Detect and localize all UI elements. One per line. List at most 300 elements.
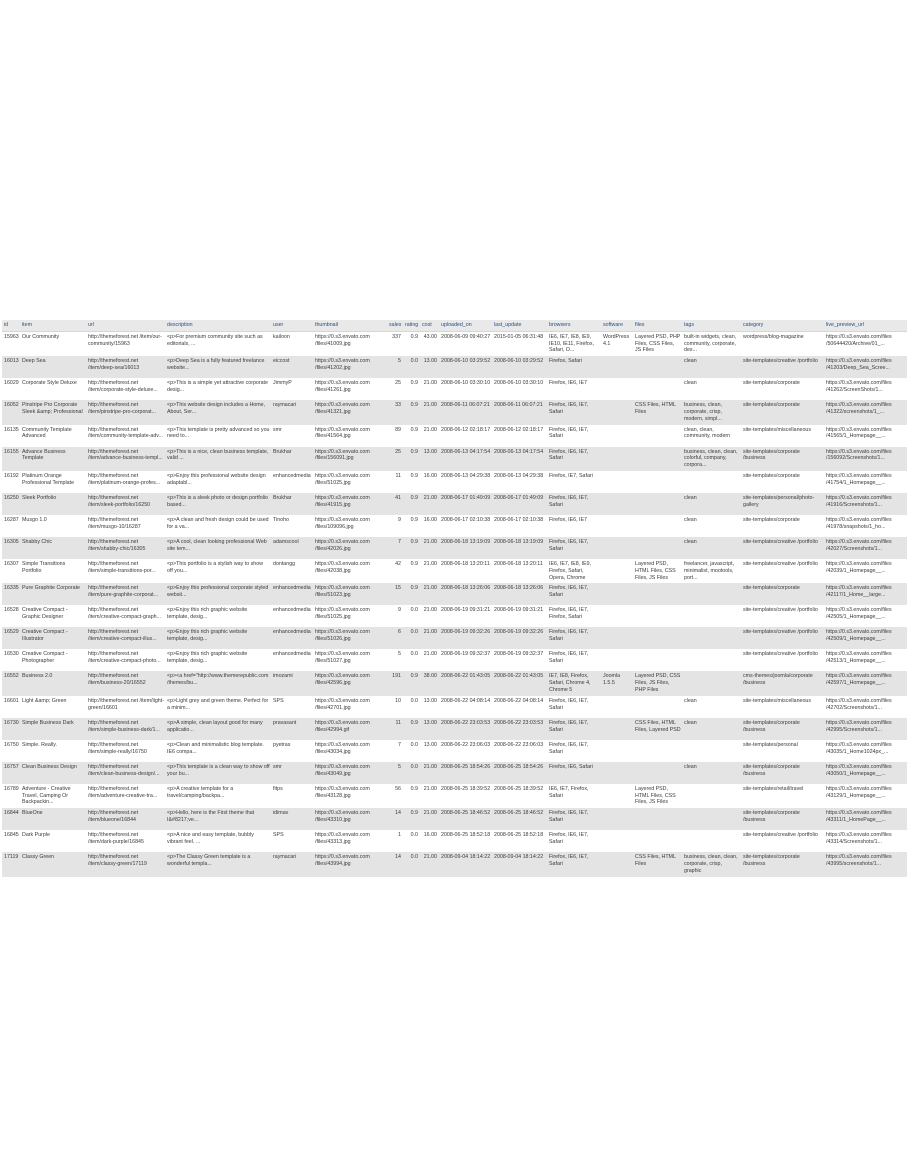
column-header-files[interactable]: files bbox=[633, 320, 682, 331]
cell-category: site-templates/corporate /business bbox=[741, 808, 824, 830]
cell-files bbox=[633, 493, 682, 515]
cell-sales: 89 bbox=[387, 425, 403, 447]
cell-uploaded-on: 2008-06-17 01:49:09 bbox=[439, 493, 492, 515]
cell-url: http://themeforest.net /item/our-community/15963 bbox=[86, 331, 165, 356]
cell-rating: 0.9 bbox=[403, 515, 420, 537]
cell-category: site-templates/personal/photo-gallery bbox=[741, 493, 824, 515]
cell-files bbox=[633, 356, 682, 378]
table-row[interactable] bbox=[2, 447, 907, 471]
cell-url: http://themeforest.net /item/deep-sea/16013 bbox=[86, 356, 165, 378]
cell-live-preview-url: https://0.s3.envato.com/files /42039/1_Homepage__... bbox=[824, 559, 907, 583]
cell-live-preview-url: https://0.s3.envato.com/files /43311/1_HomePage__... bbox=[824, 808, 907, 830]
cell-tags: clean bbox=[682, 537, 741, 559]
cell-user: Brukhar bbox=[271, 447, 313, 471]
cell-item: Sleek Portfolio bbox=[20, 493, 86, 515]
cell-thumbnail: https://0.s3.envato.com /files/41564.jpg bbox=[313, 425, 387, 447]
cell-files: Layered PSD, HTML Files, CSS Files, JS Files bbox=[633, 559, 682, 583]
cell-sales: 11 bbox=[387, 718, 403, 740]
cell-thumbnail: https://0.s3.envato.com /files/42596.jpg bbox=[313, 671, 387, 695]
cell-thumbnail: https://0.s3.envato.com /files/41321.jpg bbox=[313, 400, 387, 424]
table-row[interactable] bbox=[2, 356, 907, 378]
cell-item: Deep Sea bbox=[20, 356, 86, 378]
cell-cost: 21.00 bbox=[420, 583, 439, 605]
cell-tags: clean bbox=[682, 718, 741, 740]
cell-rating: 0.9 bbox=[403, 583, 420, 605]
cell-description: <p>This template is pretty advanced so you need to... bbox=[165, 425, 271, 447]
cell-uploaded-on: 2008-06-10 03:30:10 bbox=[439, 378, 492, 400]
cell-tags bbox=[682, 740, 741, 762]
cell-description: <p>Enjoy this rich graphic website template, desig... bbox=[165, 649, 271, 671]
table-row[interactable] bbox=[2, 400, 907, 424]
cell-thumbnail: https://0.s3.envato.com /files/41261.jpg bbox=[313, 378, 387, 400]
cell-category: site-templates/corporate bbox=[741, 515, 824, 537]
cell-description: <p>A simple, clean layout good for many applicatio... bbox=[165, 718, 271, 740]
cell-category: site-templates/corporate bbox=[741, 378, 824, 400]
cell-url: http://themeforest.net /item/sleek-portfolio/16250 bbox=[86, 493, 165, 515]
cell-url: http://themeforest.net /item/dark-purple/16845 bbox=[86, 830, 165, 852]
cell-tags: clean bbox=[682, 696, 741, 718]
cell-sales: 6 bbox=[387, 627, 403, 649]
cell-id: 16530 bbox=[2, 649, 20, 671]
cell-browsers: Firefox, IE6, IE7, Safari bbox=[547, 696, 601, 718]
cell-description: <p>This is a sleek photo or design portfolio based... bbox=[165, 493, 271, 515]
cell-description: <p>This is a simple yet attractive corporate desig... bbox=[165, 378, 271, 400]
cell-rating: 0.9 bbox=[403, 493, 420, 515]
cell-last-update: 2008-06-10 03:29:52 bbox=[492, 356, 547, 378]
cell-item: Corporate Style Deluxe bbox=[20, 378, 86, 400]
column-header-tags[interactable]: tags bbox=[682, 320, 741, 331]
cell-last-update: 2008-06-22 04:08:14 bbox=[492, 696, 547, 718]
table-row[interactable] bbox=[2, 762, 907, 784]
cell-last-update: 2008-06-13 04:29:38 bbox=[492, 471, 547, 493]
cell-uploaded-on: 2008-06-13 04:17:54 bbox=[439, 447, 492, 471]
cell-id: 16730 bbox=[2, 718, 20, 740]
cell-software bbox=[601, 583, 633, 605]
cell-files bbox=[633, 378, 682, 400]
cell-user: eiccost bbox=[271, 356, 313, 378]
cell-user: raymacari bbox=[271, 400, 313, 424]
cell-software bbox=[601, 852, 633, 876]
cell-id: 16845 bbox=[2, 830, 20, 852]
cell-tags: freelancer, javascript, minimalist, mootools, port... bbox=[682, 559, 741, 583]
cell-browsers: Firefox, IE6, IE7, Safari bbox=[547, 537, 601, 559]
cell-id: 16757 bbox=[2, 762, 20, 784]
cell-thumbnail: https://0.s3.envato.com /files/43049.jpg bbox=[313, 762, 387, 784]
cell-uploaded-on: 2008-06-25 18:54:26 bbox=[439, 762, 492, 784]
cell-software bbox=[601, 784, 633, 808]
cell-description: <p>The Classy Green template is a wonderful templa... bbox=[165, 852, 271, 876]
cell-software bbox=[601, 740, 633, 762]
cell-last-update: 2008-06-17 01:49:09 bbox=[492, 493, 547, 515]
cell-url: http://themeforest.net /item/community-template-adv... bbox=[86, 425, 165, 447]
cell-software bbox=[601, 830, 633, 852]
cell-cost: 21.00 bbox=[420, 537, 439, 559]
cell-user: fitps bbox=[271, 784, 313, 808]
cell-user: idimav bbox=[271, 808, 313, 830]
cell-description: <p>A clean and fresh design could be used for a va... bbox=[165, 515, 271, 537]
cell-live-preview-url: https://0.s3.envato.com/files /43129/1_Homepage__... bbox=[824, 784, 907, 808]
cell-id: 16601 bbox=[2, 696, 20, 718]
cell-url: http://themeforest.net /item/platinum-orange-profes... bbox=[86, 471, 165, 493]
cell-description: <p><a href="http://www.themerepublic.com /themes/bu... bbox=[165, 671, 271, 695]
cell-last-update: 2008-06-19 09:32:37 bbox=[492, 649, 547, 671]
cell-uploaded-on: 2008-06-25 18:52:18 bbox=[439, 830, 492, 852]
cell-last-update: 2008-06-19 09:32:26 bbox=[492, 627, 547, 649]
cell-live-preview-url: https://0.s3.envato.com/files /42995/Screenshots/1... bbox=[824, 718, 907, 740]
cell-cost: 13.00 bbox=[420, 696, 439, 718]
cell-description: <p>Enjoy this professional corporate styled websit... bbox=[165, 583, 271, 605]
cell-item: Musgo 1.0 bbox=[20, 515, 86, 537]
cell-browsers: Firefox, IE6, IE7, Safari bbox=[547, 447, 601, 471]
table-row[interactable] bbox=[2, 718, 907, 740]
table-row[interactable] bbox=[2, 537, 907, 559]
cell-tags bbox=[682, 627, 741, 649]
cell-description: <p>Light grey and green theme. Perfect for a minim... bbox=[165, 696, 271, 718]
cell-description: <p>Hello, here is the First theme that I&#8217;ve... bbox=[165, 808, 271, 830]
cell-cost: 38.00 bbox=[420, 671, 439, 695]
cell-files bbox=[633, 830, 682, 852]
table-row[interactable] bbox=[2, 605, 907, 627]
cell-sales: 7 bbox=[387, 740, 403, 762]
cell-software bbox=[601, 627, 633, 649]
cell-uploaded-on: 2008-06-22 23:06:03 bbox=[439, 740, 492, 762]
column-header-id[interactable]: id bbox=[2, 320, 20, 331]
cell-url: http://themeforest.net /item/pure-graphite-corporat... bbox=[86, 583, 165, 605]
cell-files bbox=[633, 425, 682, 447]
cell-last-update: 2008-06-13 04:17:54 bbox=[492, 447, 547, 471]
cell-tags: clean bbox=[682, 515, 741, 537]
cell-sales: 56 bbox=[387, 784, 403, 808]
cell-description: <p>Enjoy this rich graphic website template, desig... bbox=[165, 627, 271, 649]
cell-files bbox=[633, 740, 682, 762]
cell-user: pravasant bbox=[271, 718, 313, 740]
cell-url: http://themeforest.net /item/simple-transitions-por... bbox=[86, 559, 165, 583]
table-header-row bbox=[2, 320, 907, 331]
cell-uploaded-on: 2008-06-19 09:31:21 bbox=[439, 605, 492, 627]
cell-live-preview-url: https://0.s3.envato.com/files /43035/1_Home1024px_... bbox=[824, 740, 907, 762]
cell-description: <p>This portfolio is a stylish way to show off you... bbox=[165, 559, 271, 583]
cell-software bbox=[601, 559, 633, 583]
column-header-sales[interactable]: sales bbox=[387, 320, 403, 331]
table-row[interactable] bbox=[2, 808, 907, 830]
cell-item: Platinum Orange Professional Template bbox=[20, 471, 86, 493]
cell-cost: 16.00 bbox=[420, 830, 439, 852]
cell-rating: 0.9 bbox=[403, 331, 420, 356]
table-row[interactable] bbox=[2, 559, 907, 583]
cell-files bbox=[633, 808, 682, 830]
cell-description: <p>This website design includes a Home, About, Ser... bbox=[165, 400, 271, 424]
cell-thumbnail: https://0.s3.envato.com /files/43310.jpg bbox=[313, 808, 387, 830]
cell-software bbox=[601, 718, 633, 740]
cell-software bbox=[601, 493, 633, 515]
cell-software bbox=[601, 808, 633, 830]
cell-description: <p>A nice and easy template, bubbly vibrant feel. ... bbox=[165, 830, 271, 852]
column-header-description[interactable]: description bbox=[165, 320, 271, 331]
cell-tags: clean bbox=[682, 356, 741, 378]
cell-item: Classy Green bbox=[20, 852, 86, 876]
cell-last-update: 2008-06-18 13:26:06 bbox=[492, 583, 547, 605]
cell-tags bbox=[682, 808, 741, 830]
cell-category: site-templates/corporate bbox=[741, 471, 824, 493]
cell-software bbox=[601, 471, 633, 493]
cell-user: enhancedmedia bbox=[271, 649, 313, 671]
cell-last-update: 2008-06-19 09:31:21 bbox=[492, 605, 547, 627]
cell-user: JimmyP bbox=[271, 378, 313, 400]
cell-uploaded-on: 2008-06-22 23:03:53 bbox=[439, 718, 492, 740]
cell-live-preview-url: https://0.s3.envato.com/files /42513/1_Homepage__... bbox=[824, 649, 907, 671]
table-row[interactable] bbox=[2, 378, 907, 400]
column-header-uploaded-on[interactable]: uploaded_on bbox=[439, 320, 492, 331]
cell-live-preview-url: https://0.s3.envato.com/files /42597/1_Homepage__... bbox=[824, 671, 907, 695]
cell-browsers: Firefox, IE6, IE7, Safari bbox=[547, 808, 601, 830]
cell-item: Light &amp; Green bbox=[20, 696, 86, 718]
cell-rating: 0.9 bbox=[403, 400, 420, 424]
cell-uploaded-on: 2008-06-19 09:32:26 bbox=[439, 627, 492, 649]
cell-rating: 0.0 bbox=[403, 762, 420, 784]
table-row[interactable] bbox=[2, 515, 907, 537]
column-header-browsers[interactable]: browsers bbox=[547, 320, 601, 331]
cell-item: Simple. Really. bbox=[20, 740, 86, 762]
cell-browsers: Firefox, Safari bbox=[547, 356, 601, 378]
cell-browsers: IE7, IE8, Firefox, Safari, Chrome 4, Chrome 5 bbox=[547, 671, 601, 695]
cell-url: http://themeforest.net /item/simple-business-dark/1... bbox=[86, 718, 165, 740]
cell-sales: 1 bbox=[387, 830, 403, 852]
cell-sales: 33 bbox=[387, 400, 403, 424]
cell-url: http://themeforest.net /item/pinstripe-pro-corporat... bbox=[86, 400, 165, 424]
cell-cost: 13.00 bbox=[420, 740, 439, 762]
data-table bbox=[2, 320, 907, 877]
cell-live-preview-url: https://0.s3.envato.com/files /43314/Screenshots/1... bbox=[824, 830, 907, 852]
cell-live-preview-url: https://0.s3.envato.com/files /43050/1_Homepage__... bbox=[824, 762, 907, 784]
cell-rating: 0.0 bbox=[403, 627, 420, 649]
cell-user: SPS bbox=[271, 696, 313, 718]
cell-category: site-templates/corporate /business bbox=[741, 447, 824, 471]
table-body bbox=[2, 331, 907, 876]
cell-id: 16250 bbox=[2, 493, 20, 515]
cell-category: site-templates/creative /portfolio bbox=[741, 537, 824, 559]
cell-category: site-templates/retail/travel bbox=[741, 784, 824, 808]
cell-cost: 21.00 bbox=[420, 400, 439, 424]
cell-browsers: Firefox, IE6, IE7, Safari bbox=[547, 493, 601, 515]
cell-uploaded-on: 2008-06-25 18:46:52 bbox=[439, 808, 492, 830]
cell-cost: 21.00 bbox=[420, 649, 439, 671]
cell-software bbox=[601, 356, 633, 378]
cell-browsers: IE6, IE7, Firefox, Safari bbox=[547, 784, 601, 808]
cell-sales: 9 bbox=[387, 605, 403, 627]
cell-description: <p>A creative template for a travel/camping/backpa... bbox=[165, 784, 271, 808]
cell-live-preview-url: https://0.s3.envato.com/files /41262/ScreenShots/1... bbox=[824, 378, 907, 400]
cell-thumbnail: https://0.s3.envato.com /files/51025.jpg bbox=[313, 605, 387, 627]
cell-last-update: 2008-06-12 02:18:17 bbox=[492, 425, 547, 447]
cell-uploaded-on: 2008-06-19 09:32:37 bbox=[439, 649, 492, 671]
cell-tags: clean, clean, community, modern bbox=[682, 425, 741, 447]
cell-tags bbox=[682, 671, 741, 695]
cell-item: Adventure - Creative Travel, Camping Or Backpackin... bbox=[20, 784, 86, 808]
cell-browsers: Firefox, IE6, IE7, Safari bbox=[547, 425, 601, 447]
table-row[interactable] bbox=[2, 671, 907, 695]
cell-item: Our Community bbox=[20, 331, 86, 356]
cell-url: http://themeforest.net /item/musgo-10/16287 bbox=[86, 515, 165, 537]
cell-id: 16029 bbox=[2, 378, 20, 400]
cell-software bbox=[601, 537, 633, 559]
cell-sales: 25 bbox=[387, 447, 403, 471]
cell-uploaded-on: 2008-06-11 06:07:21 bbox=[439, 400, 492, 424]
cell-user: pyetras bbox=[271, 740, 313, 762]
cell-item: Clean Business Design bbox=[20, 762, 86, 784]
cell-description: <p>For premium community site such as editorials, ... bbox=[165, 331, 271, 356]
cell-live-preview-url: https://0.s3.envato.com/files /41754/1_Homepage__... bbox=[824, 471, 907, 493]
table-row[interactable] bbox=[2, 583, 907, 605]
table-row[interactable] bbox=[2, 784, 907, 808]
table-row[interactable] bbox=[2, 471, 907, 493]
cell-live-preview-url: https://0.s3.envato.com/files /41978/snapshots/1_ho... bbox=[824, 515, 907, 537]
cell-url: http://themeforest.net /item/light-green/16601 bbox=[86, 696, 165, 718]
cell-thumbnail: https://0.s3.envato.com /files/51025.jpg bbox=[313, 471, 387, 493]
cell-sales: 15 bbox=[387, 583, 403, 605]
column-header-cost[interactable]: cost bbox=[420, 320, 439, 331]
cell-live-preview-url: https://0.s3.envato.com/files /41322/screenshots/1_... bbox=[824, 400, 907, 424]
cell-tags: clean bbox=[682, 378, 741, 400]
cell-last-update: 2008-06-11 06:07:21 bbox=[492, 400, 547, 424]
cell-tags bbox=[682, 830, 741, 852]
cell-software bbox=[601, 425, 633, 447]
table-row[interactable] bbox=[2, 696, 907, 718]
cell-id: 16529 bbox=[2, 627, 20, 649]
cell-thumbnail: https://0.s3.envato.com /files/42038.jpg bbox=[313, 559, 387, 583]
cell-item: Creative Compact - Illustrator bbox=[20, 627, 86, 649]
column-header-live-preview-url[interactable]: live_preview_url bbox=[824, 320, 907, 331]
cell-live-preview-url: https://0.s3.envato.com/files /42027/Screenshots/1... bbox=[824, 537, 907, 559]
cell-sales: 41 bbox=[387, 493, 403, 515]
cell-rating: 0.0 bbox=[403, 356, 420, 378]
cell-software bbox=[601, 762, 633, 784]
cell-user: smr bbox=[271, 425, 313, 447]
cell-sales: 10 bbox=[387, 696, 403, 718]
cell-sales: 9 bbox=[387, 515, 403, 537]
cell-user: raymacari bbox=[271, 852, 313, 876]
column-header-category[interactable]: category bbox=[741, 320, 824, 331]
column-header-item[interactable]: item bbox=[20, 320, 86, 331]
table-row[interactable] bbox=[2, 425, 907, 447]
cell-live-preview-url: https://0.s3.envato.com/files /42505/1_Homepage__... bbox=[824, 605, 907, 627]
column-header-url[interactable]: url bbox=[86, 320, 165, 331]
cell-files: Layered PSD, HTML Files, CSS Files, JS Files bbox=[633, 784, 682, 808]
cell-thumbnail: https://0.s3.envato.com /files/41202.jpg bbox=[313, 356, 387, 378]
cell-category: cms-themes/joomla/corporate /business bbox=[741, 671, 824, 695]
cell-item: Community Template Advanced bbox=[20, 425, 86, 447]
table-row[interactable] bbox=[2, 740, 907, 762]
cell-user: enhancedmedia bbox=[271, 471, 313, 493]
cell-thumbnail: https://0.s3.envato.com /files/156091.jpg bbox=[313, 447, 387, 471]
cell-uploaded-on: 2008-06-17 02:10:38 bbox=[439, 515, 492, 537]
column-header-software[interactable]: software bbox=[601, 320, 633, 331]
cell-last-update: 2015-01-05 06:31:48 bbox=[492, 331, 547, 356]
cell-sales: 11 bbox=[387, 471, 403, 493]
column-header-last-update[interactable]: last_update bbox=[492, 320, 547, 331]
cell-last-update: 2008-06-18 13:19:09 bbox=[492, 537, 547, 559]
cell-rating: 0.9 bbox=[403, 784, 420, 808]
cell-id: 16789 bbox=[2, 784, 20, 808]
cell-category: site-templates/creative /portfolio bbox=[741, 356, 824, 378]
cell-user: enhancedmedia bbox=[271, 605, 313, 627]
cell-url: http://themeforest.net /item/corporate-style-deluxe... bbox=[86, 378, 165, 400]
cell-rating: 0.9 bbox=[403, 471, 420, 493]
cell-url: http://themeforest.net /item/classy-green/17119 bbox=[86, 852, 165, 876]
cell-last-update: 2008-06-25 18:39:52 bbox=[492, 784, 547, 808]
table-row[interactable] bbox=[2, 830, 907, 852]
cell-browsers: Firefox, IE6, IE7, Safari bbox=[547, 740, 601, 762]
cell-category: wordpress/blog-magazine bbox=[741, 331, 824, 356]
cell-software: WordPress 4.1 bbox=[601, 331, 633, 356]
cell-thumbnail: https://0.s3.envato.com /files/43034.jpg bbox=[313, 740, 387, 762]
cell-user: SPS bbox=[271, 830, 313, 852]
cell-uploaded-on: 2008-06-13 04:29:38 bbox=[439, 471, 492, 493]
cell-cost: 21.00 bbox=[420, 762, 439, 784]
cell-user: smr bbox=[271, 762, 313, 784]
cell-tags: built-in widgets, clean, community, corporate, des... bbox=[682, 331, 741, 356]
cell-live-preview-url: https://0.s3.envato.com/files /43995/screenshots/1... bbox=[824, 852, 907, 876]
cell-last-update: 2008-09-04 18:14:22 bbox=[492, 852, 547, 876]
cell-thumbnail: https://0.s3.envato.com /files/109096.jpg bbox=[313, 515, 387, 537]
cell-sales: 5 bbox=[387, 356, 403, 378]
cell-cost: 16.00 bbox=[420, 471, 439, 493]
cell-url: http://themeforest.net /item/clean-business-design/... bbox=[86, 762, 165, 784]
cell-sales: 14 bbox=[387, 808, 403, 830]
cell-id: 16335 bbox=[2, 583, 20, 605]
cell-description: <p>Enjoy this rich graphic website template, desig... bbox=[165, 605, 271, 627]
table-row[interactable] bbox=[2, 493, 907, 515]
cell-files: Layered PSD, CSS Files, JS Files, PHP Files bbox=[633, 671, 682, 695]
cell-rating: 0.9 bbox=[403, 808, 420, 830]
cell-user: imozami bbox=[271, 671, 313, 695]
cell-thumbnail: https://0.s3.envato.com /files/51027.jpg bbox=[313, 649, 387, 671]
cell-item: Pinstripe Pro Corporate Sleek &amp; Professional bbox=[20, 400, 86, 424]
table-row[interactable] bbox=[2, 852, 907, 876]
column-header-user[interactable]: user bbox=[271, 320, 313, 331]
cell-files bbox=[633, 583, 682, 605]
cell-files bbox=[633, 537, 682, 559]
cell-tags: business, clean, clean, colorful, company, corpora... bbox=[682, 447, 741, 471]
table-row[interactable] bbox=[2, 649, 907, 671]
cell-category: site-templates/creative /portfolio bbox=[741, 627, 824, 649]
cell-software bbox=[601, 447, 633, 471]
cell-browsers: Firefox, IE6, IE7, Safari bbox=[547, 718, 601, 740]
cell-tags bbox=[682, 583, 741, 605]
cell-id: 16135 bbox=[2, 425, 20, 447]
column-header-rating[interactable]: rating bbox=[403, 320, 420, 331]
cell-uploaded-on: 2008-06-18 13:26:06 bbox=[439, 583, 492, 605]
table-row[interactable] bbox=[2, 331, 907, 356]
cell-uploaded-on: 2008-06-09 09:40:27 bbox=[439, 331, 492, 356]
column-header-thumbnail[interactable]: thumbnail bbox=[313, 320, 387, 331]
cell-category: site-templates/creative /portfolio bbox=[741, 559, 824, 583]
cell-category: site-templates/corporate /business bbox=[741, 762, 824, 784]
cell-live-preview-url: https://0.s3.envato.com/files /41916/Screenshots/1... bbox=[824, 493, 907, 515]
cell-uploaded-on: 2008-06-25 18:39:52 bbox=[439, 784, 492, 808]
cell-last-update: 2008-06-25 18:52:18 bbox=[492, 830, 547, 852]
cell-sales: 5 bbox=[387, 762, 403, 784]
cell-category: site-templates/creative /portfolio bbox=[741, 649, 824, 671]
cell-last-update: 2008-06-25 18:54:26 bbox=[492, 762, 547, 784]
cell-description: <p>Clean and minimalistic blog template. IE6 compa... bbox=[165, 740, 271, 762]
cell-item: Business 2.0 bbox=[20, 671, 86, 695]
cell-rating: 0.9 bbox=[403, 425, 420, 447]
cell-id: 16052 bbox=[2, 400, 20, 424]
cell-description: <p>This is a nice, clean business template, valid ... bbox=[165, 447, 271, 471]
cell-thumbnail: https://0.s3.envato.com /files/43128.jpg bbox=[313, 784, 387, 808]
cell-tags: business, clean, corporate, crisp, modern, simpl... bbox=[682, 400, 741, 424]
table-row[interactable] bbox=[2, 627, 907, 649]
